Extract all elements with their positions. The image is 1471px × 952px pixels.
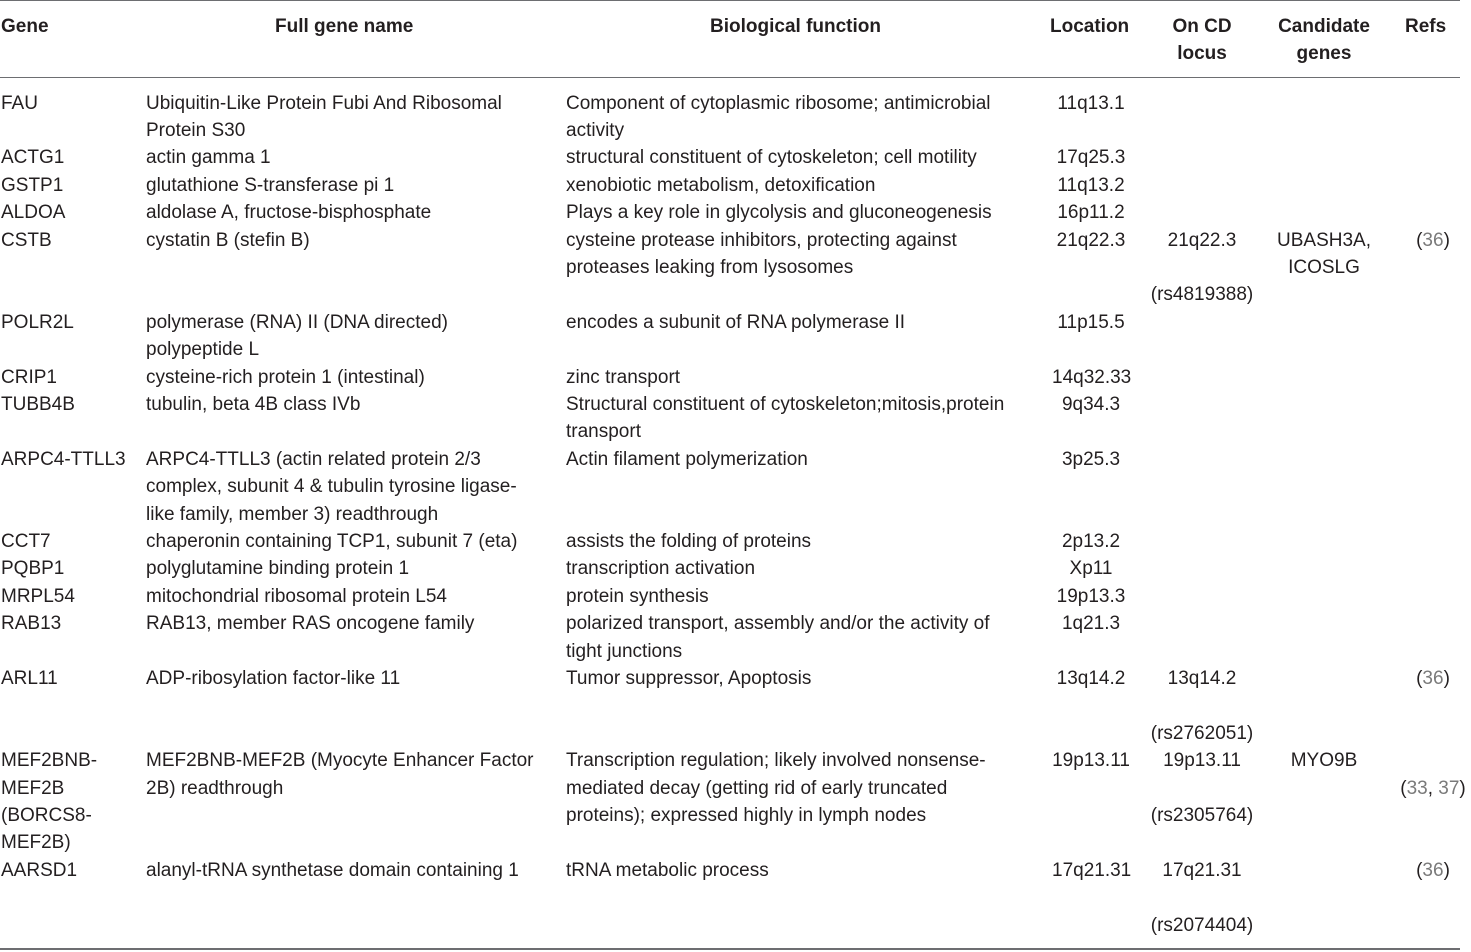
cell-gene-line: ACTG1: [1, 147, 65, 169]
cell-func: [566, 857, 769, 884]
cell-name: [146, 227, 310, 254]
cell-gene-line: CCT7: [1, 530, 51, 552]
table-bottom-rule: [0, 948, 1460, 950]
cell-gene: [1, 309, 74, 336]
cell-gene: [1, 747, 97, 857]
cell-loc: [1052, 364, 1130, 391]
cell-name-line: 2B) readthrough: [146, 777, 284, 799]
cell-func-line: transcription activation: [566, 558, 756, 580]
cell-gene: [1, 857, 77, 884]
cell-cd: [1150, 857, 1254, 939]
cell-func-line: Structural constituent of cytoskeleton;mitosis,protein: [566, 393, 1005, 415]
cell-gene-line: GSTP1: [1, 174, 64, 196]
header-full-gene-name: Full gene name: [275, 16, 414, 37]
cell-loc: [1052, 857, 1130, 884]
cell-loc: [1052, 144, 1130, 171]
cell-name-line: Protein S30: [146, 119, 246, 141]
reference-link[interactable]: 36: [1422, 229, 1444, 251]
cell-gene-line: TUBB4B: [1, 393, 75, 415]
cell-loc-line: 17q25.3: [1056, 147, 1126, 169]
cell-func-line: proteins); expressed highly in lymph nodes: [566, 804, 927, 826]
cell-gene-line: FAU: [1, 92, 38, 114]
cell-refs: (33, 37): [1400, 777, 1466, 799]
cell-cand-line: ICOSLG: [1288, 256, 1360, 278]
cell-gene: [1, 227, 52, 254]
cell-func: [566, 446, 808, 473]
cell-loc-line: 3p25.3: [1061, 448, 1121, 470]
reference-link[interactable]: 33: [1406, 777, 1428, 799]
cell-name-line: like family, member 3) readthrough: [146, 503, 439, 525]
cell-gene-line: PQBP1: [1, 558, 65, 580]
reference-link[interactable]: 36: [1422, 667, 1444, 689]
cell-loc: [1052, 446, 1130, 473]
cell-func-line: zinc transport: [566, 366, 681, 388]
cell-gene: [1, 364, 57, 391]
cell-gene: [1, 199, 65, 226]
cell-name-line: ADP-ribosylation factor-like 11: [146, 667, 401, 689]
cell-name-line: complex, subunit 4 & tubulin tyrosine ligase-: [146, 476, 517, 498]
cell-name-line: chaperonin containing TCP1, subunit 7 (eta): [146, 530, 518, 552]
cell-gene: [1, 555, 64, 582]
cell-name-line: cystatin B (stefin B): [146, 229, 310, 251]
cell-func-line: cysteine protease inhibitors, protecting against: [566, 229, 957, 251]
cell-name-line: polypeptide L: [146, 339, 260, 361]
cell-loc-line: 14q32.33: [1052, 366, 1132, 388]
cell-cd-line: (rs2762051): [1150, 722, 1254, 744]
cell-func-line: Plays a key role in glycolysis and gluconeogenesis: [566, 202, 992, 224]
table-top-rule: [0, 0, 1460, 1]
cell-loc-line: 19p13.3: [1056, 585, 1126, 607]
header-on-cd-locus-line2: locus: [1177, 43, 1227, 64]
cell-gene-line: POLR2L: [1, 311, 74, 333]
cell-func-line: assists the folding of proteins: [566, 530, 812, 552]
cell-func: [566, 309, 905, 336]
cell-loc-line: 11p15.5: [1057, 311, 1125, 333]
cell-cand-line: MYO9B: [1290, 750, 1358, 772]
cell-loc: [1052, 172, 1130, 199]
cell-name-line: glutathione S-transferase pi 1: [146, 174, 395, 196]
cell-gene-line: CSTB: [1, 229, 52, 251]
cell-gene: [1, 144, 64, 171]
cell-func-line: encodes a subunit of RNA polymerase II: [566, 311, 906, 333]
cell-refs: (36): [1416, 859, 1450, 881]
cell-func-line: activity: [566, 119, 625, 141]
cell-gene: [1, 665, 58, 692]
header-gene: Gene: [1, 16, 49, 37]
cell-loc-line: 17q21.31: [1052, 859, 1132, 881]
cell-loc: [1052, 555, 1130, 582]
cell-gene-line: MEF2BNB-: [1, 750, 98, 772]
cell-loc-line: 16p11.2: [1057, 202, 1125, 224]
cell-name: [146, 857, 519, 884]
cell-name-line: MEF2BNB-MEF2B (Myocyte Enhancer Factor: [146, 750, 534, 772]
cell-loc: [1052, 309, 1130, 336]
cell-cd: [1150, 227, 1254, 309]
cell-cd-line: 19p13.11: [1163, 750, 1241, 772]
cell-loc: [1052, 583, 1130, 610]
header-candidate-genes-line1: Candidate: [1278, 16, 1370, 37]
cell-cd-line: (rs2074404): [1150, 914, 1254, 936]
header-biological-function: Biological function: [710, 16, 881, 37]
cell-func: [566, 227, 957, 282]
cell-loc: [1052, 199, 1130, 226]
cell-gene-line: AARSD1: [1, 859, 78, 881]
cell-name: [146, 747, 534, 802]
header-rule: [0, 77, 1460, 78]
cell-cd-line: [1150, 884, 1254, 911]
cell-cd: [1150, 665, 1254, 747]
cell-func-line: Actin filament polymerization: [566, 448, 808, 470]
cell-loc: [1052, 665, 1130, 692]
cell-name: [146, 665, 400, 692]
cell-name: [146, 199, 431, 226]
cell-name-line: ARPC4-TTLL3 (actin related protein 2/3: [146, 448, 481, 470]
cell-func: [566, 90, 991, 145]
cell-func: [566, 665, 811, 692]
header-candidate-genes-line2: genes: [1296, 43, 1352, 64]
cell-gene: [1, 610, 61, 637]
header-on-cd-locus-line1: On CD: [1172, 16, 1232, 37]
cell-name: [146, 555, 409, 582]
cell-name-line: actin gamma 1: [146, 147, 271, 169]
cell-cd-line: (rs4819388): [1150, 284, 1254, 306]
cell-cd-line: 17q21.31: [1162, 859, 1242, 881]
cell-func: [566, 583, 709, 610]
cell-name: [146, 528, 517, 555]
cell-func-line: structural constituent of cytoskeleton; cell motility: [566, 147, 977, 169]
cell-gene: [1, 172, 63, 199]
cell-gene: [1, 528, 51, 555]
cell-cd-line: 13q14.2: [1167, 667, 1237, 689]
cell-cd-line: [1150, 254, 1254, 281]
cell-refs: (36): [1416, 229, 1450, 251]
cell-loc: [1052, 391, 1130, 418]
header-location: Location: [1050, 16, 1130, 37]
cell-gene-line: MEF2B): [1, 832, 71, 854]
cell-name-line: cysteine-rich protein 1 (intestinal): [146, 366, 425, 388]
cell-func: [566, 172, 875, 199]
cell-gene: [1, 90, 38, 117]
cell-gene-line: MRPL54: [1, 585, 75, 607]
cell-loc-line: 21q22.3: [1056, 229, 1126, 251]
cell-func-line: tight junctions: [566, 640, 683, 662]
header-refs: Refs: [1405, 16, 1447, 37]
cell-gene-line: CRIP1: [1, 366, 57, 388]
cell-name: [146, 172, 394, 199]
cell-func-line: protein synthesis: [566, 585, 709, 607]
cell-name: [146, 391, 360, 418]
cell-func-line: Tumor suppressor, Apoptosis: [566, 667, 812, 689]
cell-func-line: proteases leaking from lysosomes: [566, 256, 854, 278]
cell-func: [566, 555, 755, 582]
cell-loc: [1052, 90, 1130, 117]
cell-loc-line: 11q13.2: [1057, 174, 1125, 196]
cell-cand-line: UBASH3A,: [1277, 229, 1371, 251]
cell-func: [566, 391, 1004, 446]
cell-gene-line: ALDOA: [1, 202, 66, 224]
cell-refs: (36): [1416, 667, 1450, 689]
cell-loc-line: 13q14.2: [1056, 667, 1126, 689]
cell-cd: [1150, 747, 1254, 829]
cell-func: [566, 528, 811, 555]
cell-loc: [1052, 747, 1130, 774]
header-on-cd-locus: [1150, 13, 1254, 67]
header-candidate-genes: [1268, 13, 1380, 67]
cell-func-line: tRNA metabolic process: [566, 859, 769, 881]
cell-name: [146, 144, 271, 171]
cell-cd-line: [1150, 775, 1254, 802]
cell-gene: [1, 583, 75, 610]
cell-name: [146, 583, 447, 610]
cell-name-line: aldolase A, fructose-bisphosphate: [146, 202, 432, 224]
cell-func: [566, 199, 992, 226]
cell-gene: [1, 391, 75, 418]
cell-loc-line: Xp11: [1069, 558, 1113, 580]
cell-loc-line: 11q13.1: [1057, 92, 1125, 114]
reference-link[interactable]: 36: [1422, 859, 1444, 881]
cell-name: [146, 364, 425, 391]
cell-func-line: xenobiotic metabolism, detoxification: [566, 174, 876, 196]
cell-loc: [1052, 227, 1130, 254]
cell-cand: [1268, 747, 1380, 774]
cell-name-line: alanyl-tRNA synthetase domain containing 1: [146, 859, 519, 881]
cell-func-line: polarized transport, assembly and/or the activity of: [566, 613, 990, 635]
cell-gene: [1, 446, 126, 473]
cell-loc-line: 9q34.3: [1061, 393, 1121, 415]
cell-name-line: polymerase (RNA) II (DNA directed): [146, 311, 448, 333]
cell-gene-line: (BORCS8-: [1, 804, 92, 826]
cell-loc: [1052, 610, 1130, 637]
cell-cand: [1268, 227, 1380, 282]
cell-loc-line: 2p13.2: [1061, 530, 1121, 552]
cell-cd-line: (rs2305764): [1150, 804, 1254, 826]
cell-func: [566, 610, 989, 665]
cell-gene-line: RAB13: [1, 613, 62, 635]
reference-link[interactable]: 37: [1438, 777, 1460, 799]
cell-func: [566, 144, 977, 171]
cell-name: [146, 610, 474, 637]
cell-func-line: mediated decay (getting rid of early truncated: [566, 777, 948, 799]
cell-func-line: transport: [566, 421, 641, 443]
cell-func: [566, 364, 680, 391]
cell-name: [146, 446, 517, 528]
cell-cd-line: [1150, 692, 1254, 719]
cell-gene-line: ARL11: [1, 667, 58, 689]
cell-func-line: Component of cytoplasmic ribosome; antimicrobial: [566, 92, 991, 114]
cell-loc-line: 1q21.3: [1061, 613, 1121, 635]
cell-loc-line: 19p13.11: [1052, 750, 1130, 772]
cell-gene-line: ARPC4-TTLL3: [1, 448, 126, 470]
cell-name-line: RAB13, member RAS oncogene family: [146, 613, 475, 635]
cell-loc: [1052, 528, 1130, 555]
cell-func: [566, 747, 986, 829]
cell-name: [146, 309, 448, 364]
cell-name-line: mitochondrial ribosomal protein L54: [146, 585, 447, 607]
cell-name: [146, 90, 502, 145]
cell-name-line: Ubiquitin-Like Protein Fubi And Ribosomal: [146, 92, 502, 114]
cell-name-line: tubulin, beta 4B class IVb: [146, 393, 361, 415]
cell-func-line: Transcription regulation; likely involved nonsense-: [566, 750, 986, 772]
cell-name-line: polyglutamine binding protein 1: [146, 558, 410, 580]
cell-cd-line: 21q22.3: [1167, 229, 1237, 251]
cell-gene-line: MEF2B: [1, 777, 65, 799]
